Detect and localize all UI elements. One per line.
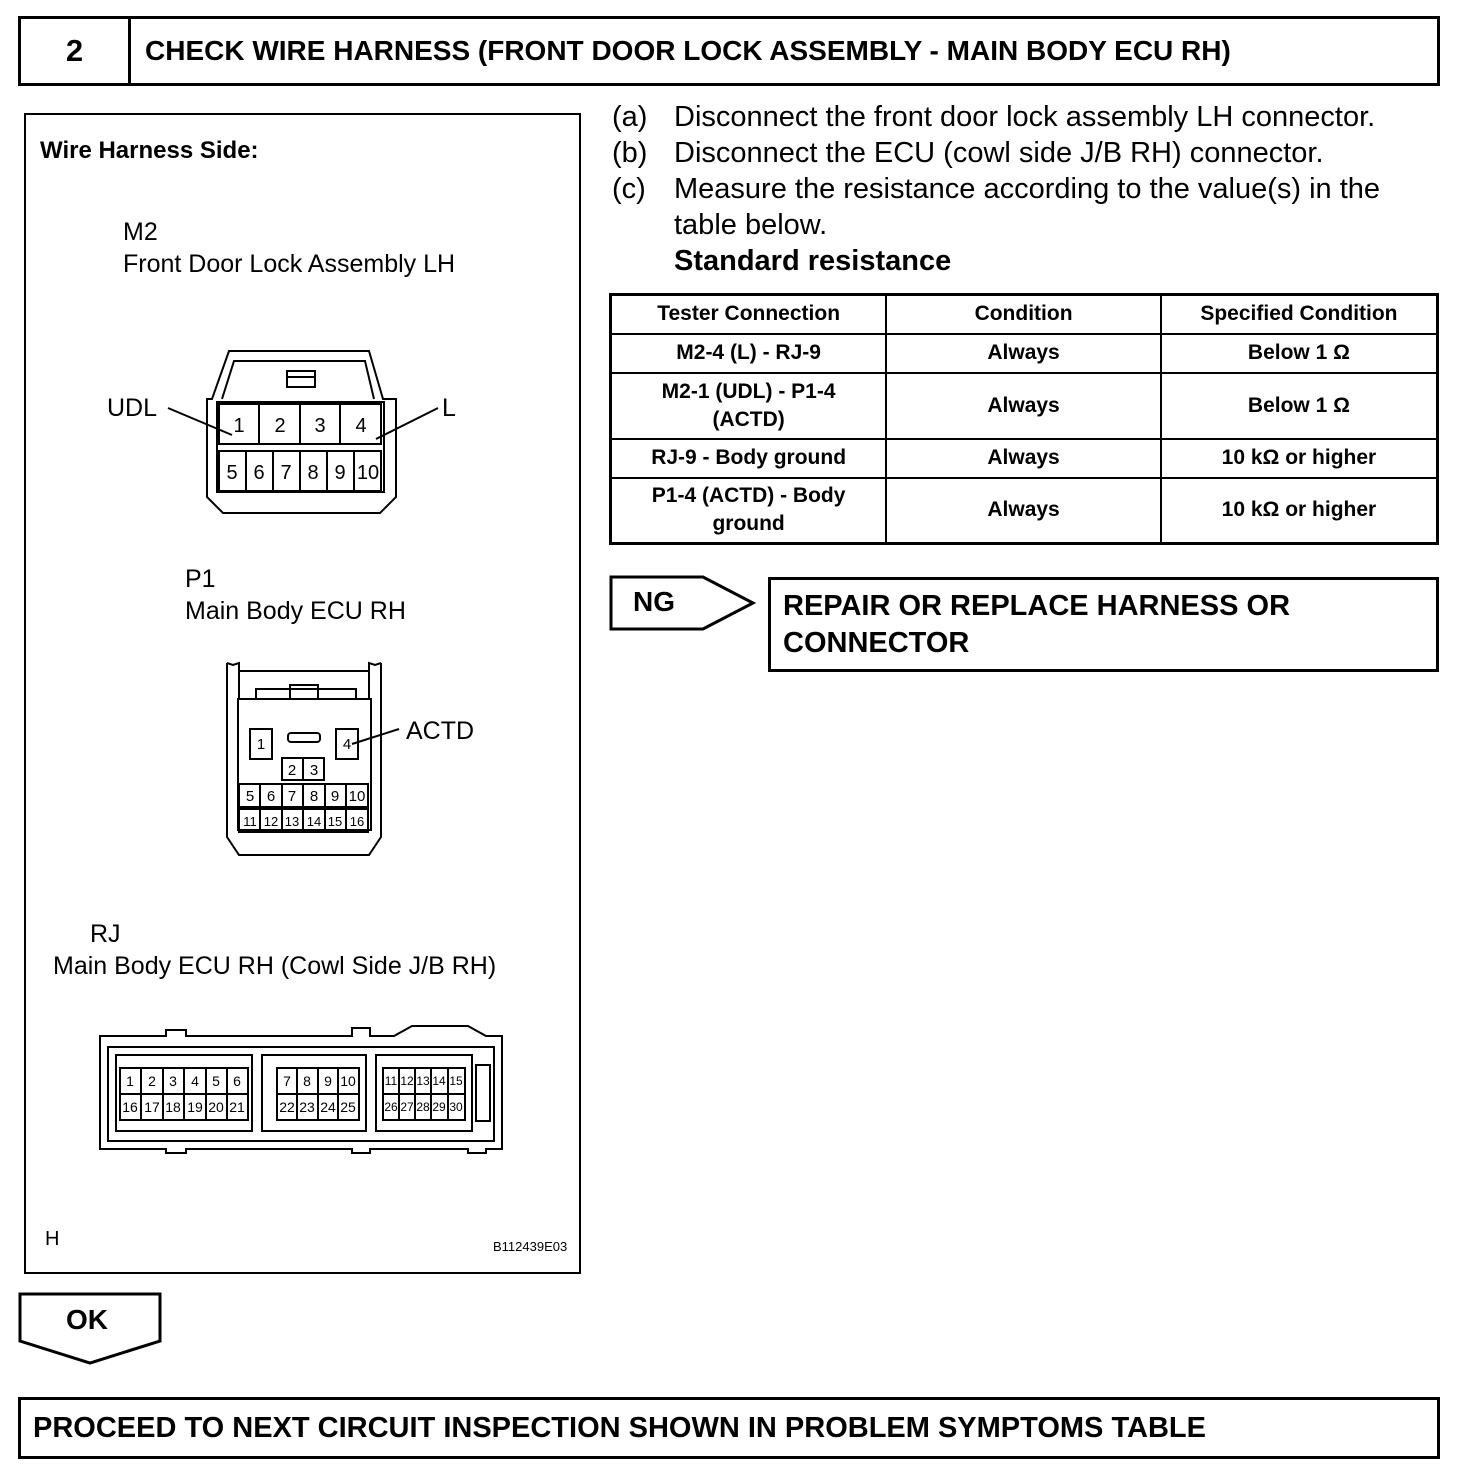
rj-pin: 13 — [416, 1074, 430, 1088]
p1-pin: 13 — [284, 814, 300, 829]
step-label: (a) — [612, 101, 648, 133]
rj-pin: 29 — [432, 1100, 446, 1114]
p1-pin: 7 — [287, 788, 297, 805]
m2-pin: 5 — [226, 462, 238, 484]
rj-pin: 15 — [449, 1074, 463, 1088]
proceed-box: PROCEED TO NEXT CIRCUIT INSPECTION SHOWN IN PROBLEM SYMPTOMS TABLE — [18, 1397, 1440, 1459]
table-cell: Below 1 Ω — [1161, 334, 1438, 373]
rj-pin: 22 — [279, 1099, 295, 1115]
table-header: Tester Connection — [611, 295, 887, 334]
m2-pin: 1 — [233, 415, 245, 437]
table-row — [611, 478, 1438, 544]
table-cell: Always — [886, 478, 1161, 544]
ng-arrow — [608, 574, 760, 634]
rj-pin: 30 — [449, 1100, 463, 1114]
p1-pin: 14 — [306, 814, 322, 829]
figure-caption: Wire Harness Side: — [40, 137, 259, 164]
p1-code: P1 — [185, 565, 216, 593]
rj-pin: 12 — [400, 1074, 414, 1088]
m2-pin: 6 — [253, 462, 265, 484]
rj-pin: 26 — [384, 1100, 398, 1114]
p1-pin: 6 — [266, 788, 276, 805]
p1-pin: 1 — [256, 736, 266, 753]
p1-pin: 4 — [342, 736, 352, 753]
table-header-row — [611, 295, 1438, 334]
m2-pin: 2 — [274, 415, 286, 437]
table-cell: Always — [886, 334, 1161, 373]
table-cell: 10 kΩ or higher — [1161, 439, 1438, 478]
step-title: CHECK WIRE HARNESS (FRONT DOOR LOCK ASSEMBLY - MAIN BODY ECU RH) — [128, 16, 1440, 86]
connector-figure — [24, 113, 581, 1274]
p1-pin: 15 — [327, 814, 343, 829]
resistance-table — [609, 293, 1439, 545]
rj-pin: 2 — [148, 1073, 156, 1089]
m2-pin: 7 — [280, 462, 292, 484]
table-cell: RJ-9 - Body ground — [611, 439, 887, 478]
p1-pin: 9 — [330, 788, 340, 805]
m2-pin: 4 — [355, 415, 367, 437]
table-cell-text: M2-1 (UDL) - P1-4 (ACTD) — [661, 379, 836, 431]
p1-pin: 12 — [263, 814, 279, 829]
table-cell-text: P1-4 (ACTD) - Body ground — [651, 484, 846, 536]
rj-pin: 18 — [165, 1099, 181, 1115]
m2-pin: 9 — [334, 462, 346, 484]
rj-pin: 28 — [416, 1100, 430, 1114]
p1-pin: 5 — [245, 788, 255, 805]
m2-connector — [168, 351, 438, 513]
m2-label-udl: UDL — [107, 394, 158, 422]
figure-id: B112439E03 — [493, 1239, 568, 1254]
m2-pin: 8 — [307, 462, 319, 484]
rj-pin: 9 — [324, 1073, 332, 1089]
rj-pin: 4 — [191, 1073, 199, 1089]
corner-letter: H — [45, 1228, 60, 1250]
ng-result-box — [768, 577, 1439, 672]
step-number: 2 — [18, 16, 131, 86]
m2-code: M2 — [123, 218, 158, 246]
p1-pin: 10 — [348, 788, 366, 805]
ng-result-line: REPAIR OR REPLACE HARNESS OR — [783, 590, 1291, 622]
m2-pin: 3 — [314, 415, 326, 437]
p1-pin: 8 — [309, 788, 319, 805]
step-text: Disconnect the ECU (cowl side J/B RH) connector. — [674, 137, 1324, 169]
p1-label-actd: ACTD — [406, 717, 475, 745]
rj-connector — [100, 1026, 502, 1153]
table-row — [611, 373, 1438, 439]
rj-name: Main Body ECU RH (Cowl Side J/B RH) — [53, 952, 497, 980]
rj-code: RJ — [90, 920, 121, 948]
table-row — [611, 439, 1438, 478]
rj-pin: 27 — [400, 1100, 414, 1114]
table-cell: 10 kΩ or higher — [1161, 478, 1438, 544]
m2-label-l: L — [442, 394, 456, 422]
rj-pin: 6 — [233, 1073, 241, 1089]
rj-pin: 5 — [212, 1073, 220, 1089]
table-header: Condition — [886, 295, 1161, 334]
rj-pin: 21 — [229, 1099, 245, 1115]
rj-pin: 17 — [144, 1099, 160, 1115]
rj-pin: 24 — [320, 1099, 336, 1115]
rj-pin: 8 — [303, 1073, 311, 1089]
step-label: (c) — [612, 173, 646, 205]
table-cell — [611, 373, 887, 439]
p1-pin: 2 — [287, 762, 297, 779]
ng-result-line: CONNECTOR — [783, 627, 970, 659]
step-text: Measure the resistance according to the value(s) in the — [674, 173, 1381, 205]
rj-pin: 16 — [122, 1099, 138, 1115]
connector-drawings — [26, 115, 579, 1272]
rj-pin: 25 — [340, 1099, 356, 1115]
rj-pin: 23 — [299, 1099, 315, 1115]
rj-pin: 7 — [283, 1073, 291, 1089]
rj-pin: 1 — [126, 1073, 134, 1089]
rj-pin: 14 — [432, 1074, 446, 1088]
table-cell: Always — [886, 439, 1161, 478]
table-cell: Always — [886, 373, 1161, 439]
table-cell: Below 1 Ω — [1161, 373, 1438, 439]
table-cell — [611, 478, 887, 544]
table-header: Specified Condition — [1161, 295, 1438, 334]
p1-pin: 11 — [243, 814, 257, 829]
rj-pin: 3 — [169, 1073, 177, 1089]
p1-pin: 3 — [309, 762, 319, 779]
p1-pin: 16 — [349, 814, 365, 829]
rj-pin: 11 — [384, 1074, 398, 1088]
ng-label: NG — [633, 586, 675, 617]
step-text: table below. — [674, 209, 828, 241]
step-text: Disconnect the front door lock assembly LH connector. — [674, 101, 1376, 133]
table-cell: M2-4 (L) - RJ-9 — [611, 334, 887, 373]
step-label: (b) — [612, 137, 648, 169]
rj-pin: 20 — [208, 1099, 224, 1115]
p1-name: Main Body ECU RH — [185, 597, 406, 625]
rj-pin: 10 — [340, 1073, 356, 1089]
ok-label: OK — [66, 1304, 108, 1335]
m2-pin: 10 — [356, 462, 380, 484]
m2-name: Front Door Lock Assembly LH — [123, 250, 456, 278]
table-row — [611, 334, 1438, 373]
rj-pin: 19 — [187, 1099, 203, 1115]
